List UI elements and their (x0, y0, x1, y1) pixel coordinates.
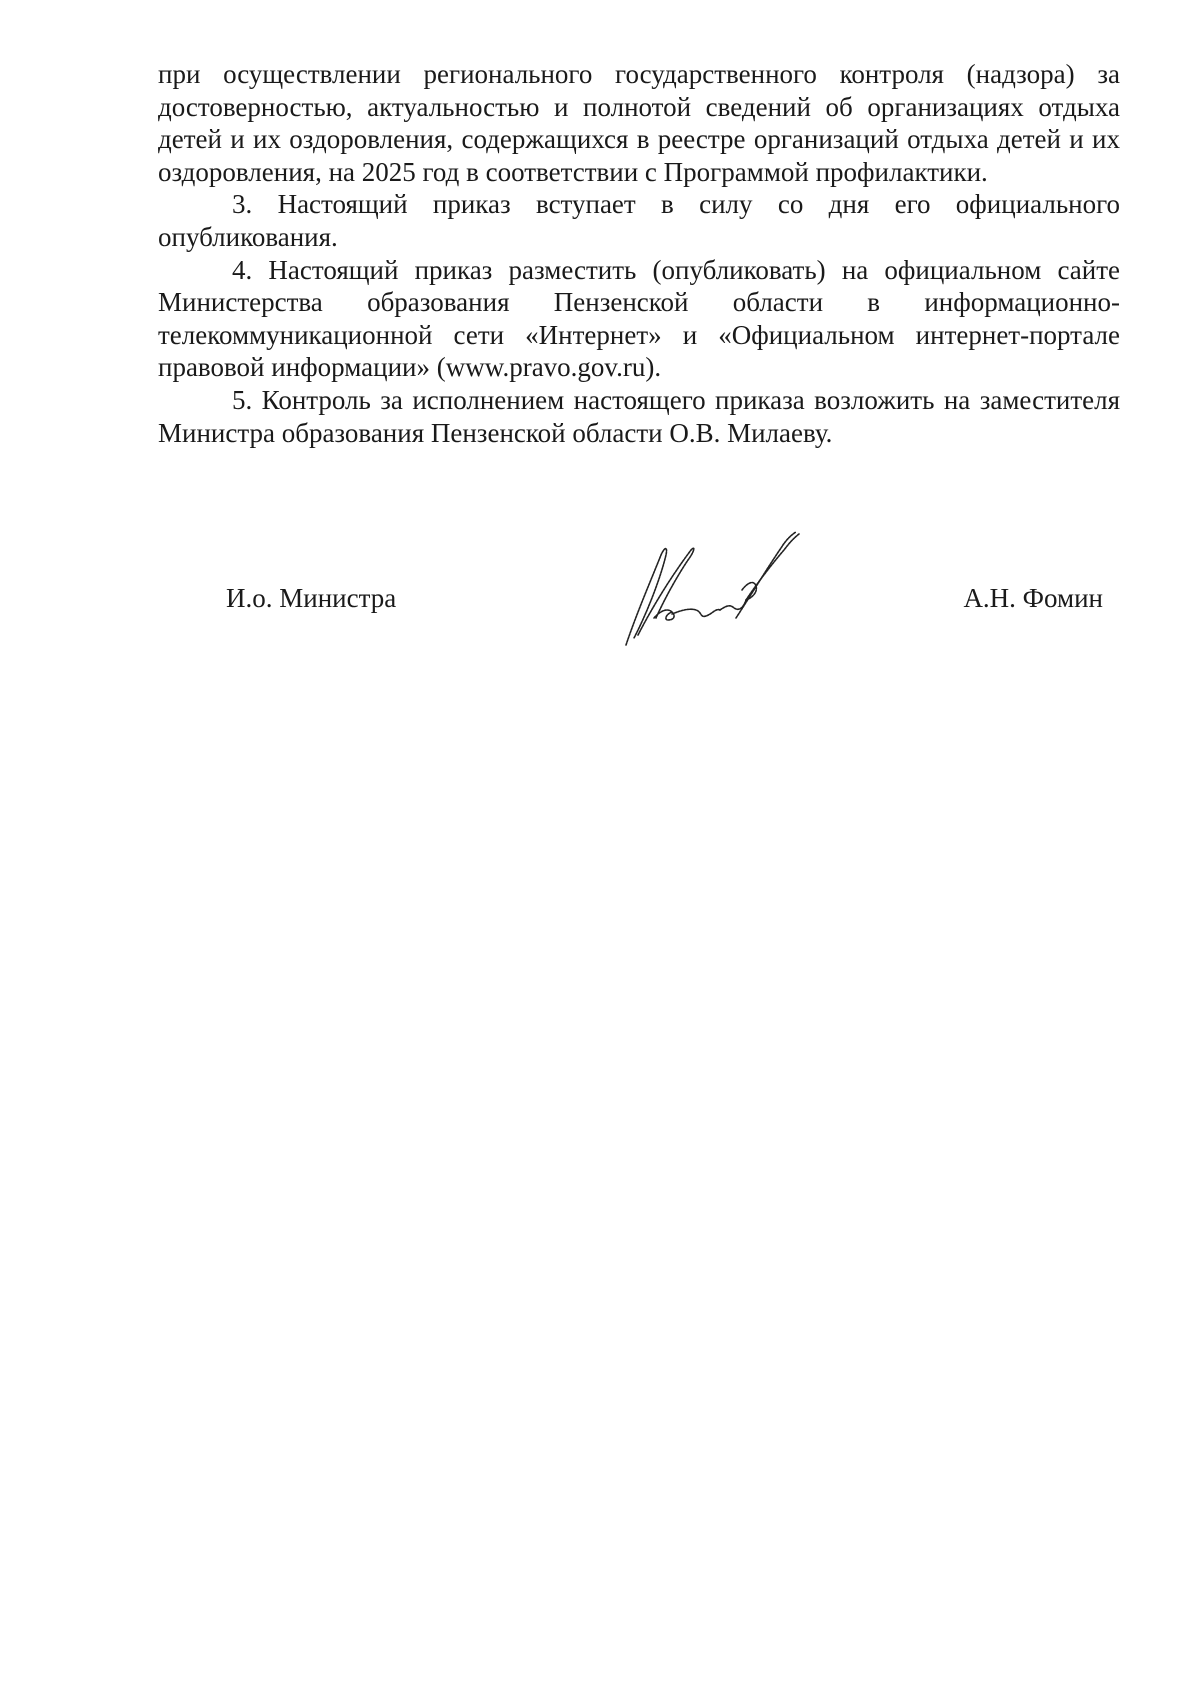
handwritten-signature (616, 520, 806, 650)
paragraph-item-4: 4. Настоящий приказ разместить (опубликовать) на официальном сайте Министерства образования Пензенской области в информационно-телекоммуникационной сети «Интернет» и «Официальном интернет-портале правовой информации» (www.pravo.gov.ru). (158, 254, 1120, 383)
paragraph-continued: при осуществлении регионального государственного контроля (надзора) за достоверностью, актуальностью и полнотой сведений об организациях отдыха детей и их оздоровления, содержащихся в реестре организаций отдыха детей и их оздоровления, на 2025 год в соответствии с Программой профилактики. (158, 59, 1120, 187)
paragraph-item-5: 5. Контроль за исполнением настоящего приказа возложить на заместителя Министра образования Пензенской области О.В. Милаеву. (158, 384, 1120, 448)
document-body (158, 58, 1120, 449)
signer-name: А.Н. Фомин (963, 583, 1103, 613)
signature-block (158, 520, 1120, 650)
paragraph-item-3: 3. Настоящий приказ вступает в силу со дня его официального опубликования. (158, 189, 1120, 252)
signer-position: И.о. Министра (226, 583, 397, 613)
